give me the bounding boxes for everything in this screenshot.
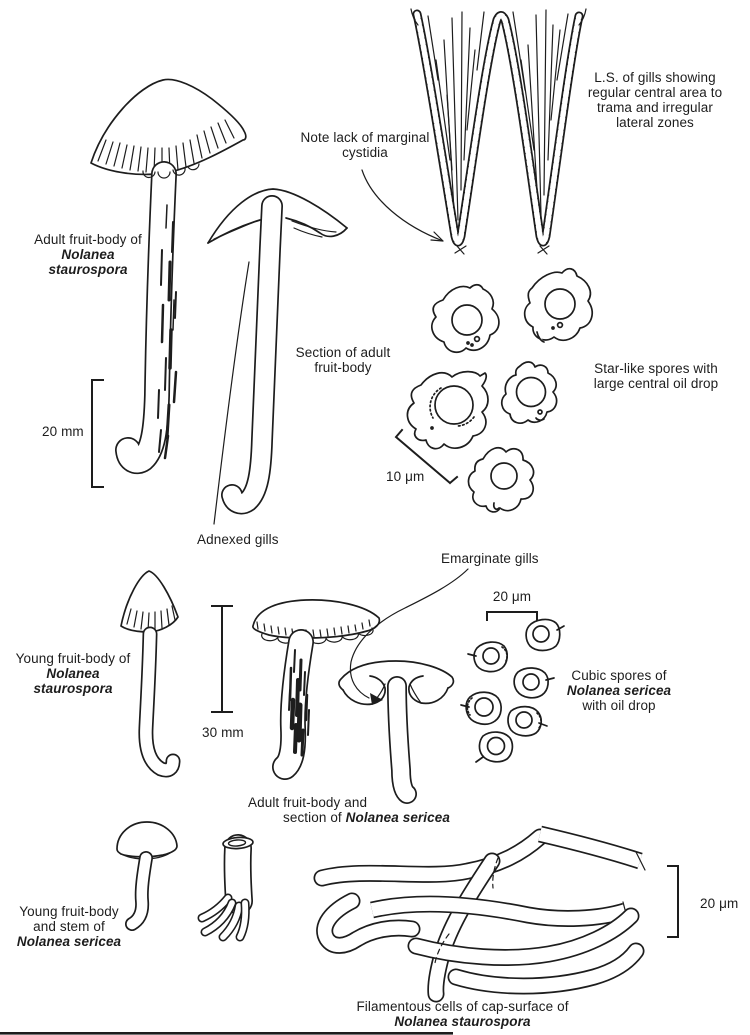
sericea-stem-drawing [202, 836, 253, 937]
label-text: section of [283, 810, 346, 825]
label-line: Young fruit-body of [15, 651, 131, 666]
cap-outline [121, 571, 178, 632]
filamentous-cells-drawing [322, 834, 645, 994]
species-name: Nolanea sericea [345, 810, 450, 825]
scale-bar-20um-cells [668, 866, 678, 937]
adult-staurospora-label [18, 232, 158, 277]
label-line [246, 810, 450, 825]
stem-strands [202, 898, 245, 937]
emarginate-gills-label [441, 551, 539, 566]
scale-bar-20mm [92, 380, 103, 487]
cubic-spore [468, 642, 507, 672]
label-line: lateral zones [616, 115, 694, 130]
cubic-spore [461, 692, 501, 724]
cubic-spore [526, 619, 564, 650]
label-line: trama and irregular [597, 100, 713, 115]
label-text: 20 mm [42, 424, 84, 439]
cubic-spore [476, 732, 512, 762]
adult-sericea-drawing [253, 600, 379, 767]
section-adult-label [284, 345, 402, 375]
star-spore [502, 362, 557, 423]
star-spores-label [582, 361, 730, 391]
species-name: Nolanea [61, 247, 115, 262]
label-text: 20 μm [492, 589, 532, 604]
label-line: large central oil drop [593, 376, 719, 391]
scale-20mm-label [42, 424, 84, 439]
gill-apex-tufts [455, 246, 549, 254]
label-line: Adult fruit-body of [34, 232, 142, 247]
label-line: Filamentous cells of cap-surface of [356, 999, 569, 1014]
label-line: Star-like spores with [594, 361, 718, 376]
label-line: Section of adult [295, 345, 391, 360]
cystidia-arrow [362, 170, 443, 241]
section-sericea-drawing [339, 569, 468, 794]
label-line: Note lack of marginal [300, 130, 430, 145]
emarginate-pointer-curve [350, 569, 468, 698]
label-text: 20 μm [700, 896, 739, 911]
label-line: with oil drop [582, 698, 656, 713]
scale-30mm-label [202, 725, 244, 740]
species-name: Nolanea sericea [16, 934, 122, 949]
species-name: Nolanea [46, 666, 100, 681]
gill-band [417, 14, 579, 242]
label-line: Adult fruit-body and [248, 795, 368, 810]
scale-20um-cells-label [700, 896, 738, 911]
right-gill-hook [409, 676, 448, 703]
label-line: Young fruit-body [19, 904, 119, 919]
star-spores-drawing [407, 269, 592, 512]
label-line: L.S. of gills showing [594, 70, 716, 85]
species-name: staurospora [48, 262, 128, 277]
label-text: 10 μm [386, 469, 425, 484]
ls-gills-label [579, 70, 731, 130]
scale-bar-20um-spores [487, 612, 537, 620]
cubic-spore [508, 707, 547, 736]
filamentous-label [350, 999, 575, 1029]
label-line: Adnexed gills [197, 532, 279, 547]
label-line: and stem of [33, 919, 105, 934]
species-name: Nolanea staurospora [394, 1014, 531, 1029]
cubic-spores-label [564, 668, 674, 713]
label-line: fruit-body [314, 360, 372, 375]
species-name: staurospora [33, 681, 113, 696]
label-line: cystidia [342, 145, 388, 160]
star-spore [468, 448, 533, 512]
adnexed-gills-label [197, 532, 279, 547]
cap-outline [91, 79, 246, 174]
adult-sericea-label [246, 795, 450, 825]
note-cystidia-label [291, 130, 439, 160]
cubic-spores-drawing [461, 619, 564, 762]
young-staurospora-label [8, 651, 138, 696]
scale-10um-label [386, 469, 424, 484]
label-line: Emarginate gills [441, 551, 539, 566]
young-sericea-label [10, 904, 128, 949]
scale-20um-spores-label [483, 589, 541, 604]
cubic-spore [514, 668, 554, 698]
species-name: Nolanea sericea [566, 683, 672, 698]
page-edge-line [0, 1032, 453, 1035]
label-line: regular central area to [587, 85, 723, 100]
label-line: Cubic spores of [571, 668, 667, 683]
star-spore [432, 285, 499, 353]
star-spore [525, 269, 592, 342]
star-spore [407, 372, 488, 449]
scale-bar-30mm [212, 606, 232, 712]
label-text: 30 mm [202, 725, 244, 740]
